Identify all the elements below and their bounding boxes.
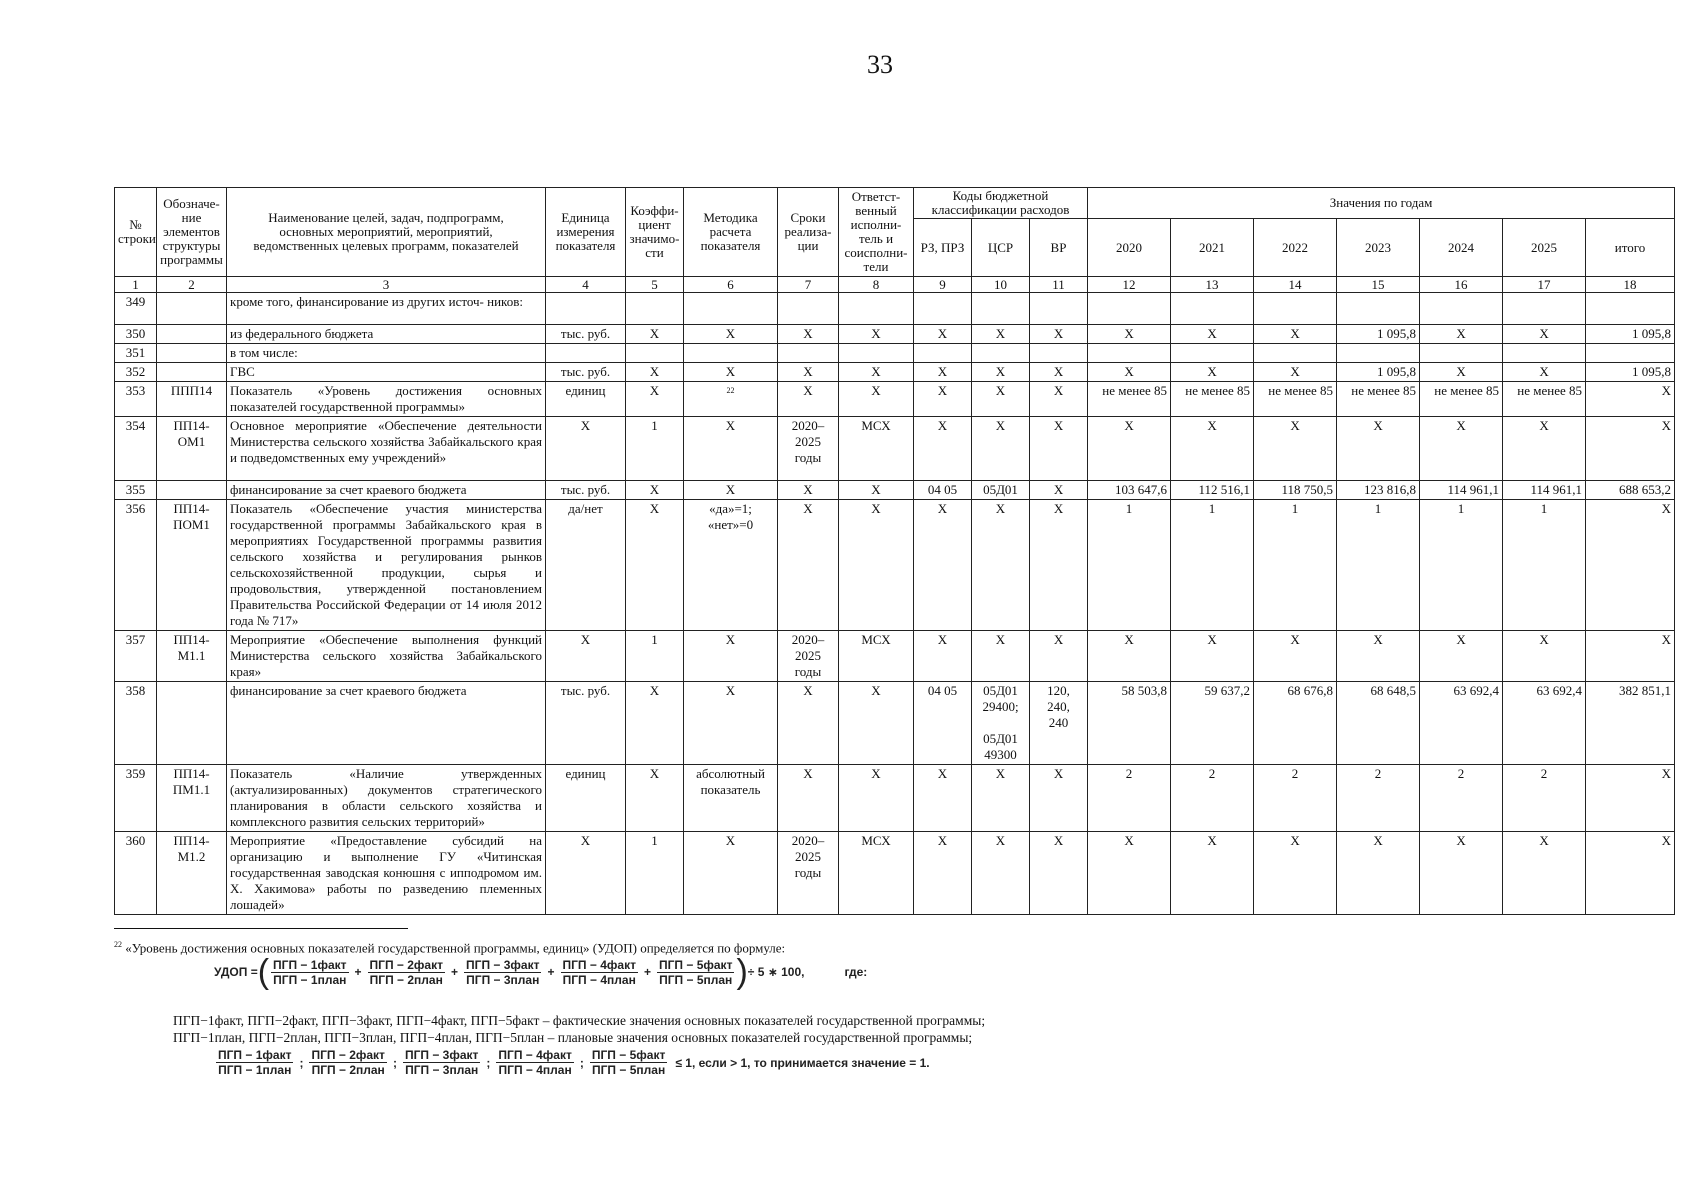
row-name: ГВС <box>227 363 546 382</box>
row-name: Показатель «Уровень достижения основных показателей государственной программы» <box>227 382 546 417</box>
row-number: 350 <box>115 325 157 344</box>
cell-value: Х <box>626 363 684 382</box>
cell-value: Х <box>1503 363 1586 382</box>
row-name: Мероприятие «Обеспечение выполнения функций Министерства сельского хозяйства Забайкальского края» <box>227 631 546 682</box>
cell-value: Х <box>1420 832 1503 915</box>
cell-value: Х <box>972 325 1030 344</box>
cell-value: 59 637,2 <box>1171 682 1254 765</box>
header-budget-codes: Коды бюджетной классификации расходов <box>914 188 1088 219</box>
cell-value: Х <box>684 682 778 765</box>
element-code: ПП14- М1.2 <box>157 832 227 915</box>
cell-value: Х <box>1420 417 1503 481</box>
row-name: из федерального бюджета <box>227 325 546 344</box>
footnote-notes <box>173 1012 985 1046</box>
column-number: 9 <box>914 277 972 293</box>
cell-value <box>1030 293 1088 325</box>
cell-value: 05Д01 29400; 05Д01 49300 <box>972 682 1030 765</box>
cell-value: Х <box>1254 832 1337 915</box>
table-row <box>115 344 1675 363</box>
cell-value <box>1088 293 1171 325</box>
cell-value: Х <box>972 417 1030 481</box>
row-number: 357 <box>115 631 157 682</box>
cell-value <box>972 344 1030 363</box>
cell-value: Х <box>839 682 914 765</box>
cell-value: 68 676,8 <box>1254 682 1337 765</box>
column-number-row <box>115 277 1675 293</box>
cell-value: Х <box>1503 832 1586 915</box>
cell-value: Х <box>914 382 972 417</box>
cell-value: не менее 85 <box>1171 382 1254 417</box>
cell-value: 114 961,1 <box>1420 481 1503 500</box>
table-row <box>115 765 1675 832</box>
cell-value: 04 05 <box>914 481 972 500</box>
cell-value: Х <box>1586 832 1675 915</box>
cell-value <box>626 293 684 325</box>
cell-value: 1 <box>1171 500 1254 631</box>
cell-value <box>626 344 684 363</box>
header-method: Методика расчета показателя <box>684 188 778 277</box>
cell-value: Х <box>1503 417 1586 481</box>
footnote-divider <box>114 928 408 929</box>
formula-fraction: $\frac{\text{ПГП − 2факт}}{\text{ПГП − 2план}}$ <box>369 957 443 987</box>
cell-value: 1 <box>1337 500 1420 631</box>
formula-fraction: $\frac{\text{ПГП − 4факт}}{\text{ПГП − 4план}}$ <box>498 1048 572 1077</box>
header-csr: ЦСР <box>972 219 1030 277</box>
cell-value: 2 <box>1337 765 1420 832</box>
cell-value: Х <box>626 765 684 832</box>
cell-value: Х <box>684 832 778 915</box>
column-number: 15 <box>1337 277 1420 293</box>
cell-value: Х <box>972 382 1030 417</box>
formula-fraction: $\frac{\text{ПГП − 3факт}}{\text{ПГП − 3план}}$ <box>466 957 540 987</box>
header-year-2025: 2025 <box>1503 219 1586 277</box>
cell-value: тыс. руб. <box>546 481 626 500</box>
column-number: 7 <box>778 277 839 293</box>
row-number: 356 <box>115 500 157 631</box>
cell-value <box>778 344 839 363</box>
cell-value <box>839 293 914 325</box>
table-row <box>115 417 1675 481</box>
header-year-2022: 2022 <box>1254 219 1337 277</box>
cell-value: не менее 85 <box>1088 382 1171 417</box>
cell-value: тыс. руб. <box>546 325 626 344</box>
footnote <box>114 940 1614 956</box>
cell-value: Х <box>684 481 778 500</box>
cell-value: Х <box>778 481 839 500</box>
table-row <box>115 325 1675 344</box>
cell-value <box>1586 293 1675 325</box>
header-total: итого <box>1586 219 1675 277</box>
cell-value: Х <box>778 500 839 631</box>
cell-value: Х <box>839 363 914 382</box>
cell-value: Х <box>626 481 684 500</box>
cell-value: Х <box>778 765 839 832</box>
table-row <box>115 682 1675 765</box>
column-number: 3 <box>227 277 546 293</box>
cell-value: 1 095,8 <box>1337 363 1420 382</box>
cell-value: Х <box>1030 363 1088 382</box>
cell-value <box>1337 344 1420 363</box>
table-row <box>115 382 1675 417</box>
cell-value: Х <box>546 631 626 682</box>
column-number: 13 <box>1171 277 1254 293</box>
cell-value: Х <box>914 325 972 344</box>
cell-value <box>1030 344 1088 363</box>
footnote-text: «Уровень достижения основных показателей государственной программы, единиц» (УДОП) определяется по формуле: <box>125 940 786 956</box>
column-number: 12 <box>1088 277 1171 293</box>
header-name: Наименование целей, задач, подпрограмм, основных мероприятий, мероприятий, ведомственных целевых программ, показателей <box>227 188 546 277</box>
row-name: кроме того, финансирование из других источ- ников: <box>227 293 546 325</box>
cell-value: Х <box>1030 832 1088 915</box>
cell-value: Х <box>1171 363 1254 382</box>
cell-value: Х <box>1030 500 1088 631</box>
column-number: 10 <box>972 277 1030 293</box>
cell-value: Х <box>1337 631 1420 682</box>
cell-value: 114 961,1 <box>1503 481 1586 500</box>
cell-value: Х <box>1503 631 1586 682</box>
cell-value: Х <box>972 631 1030 682</box>
cell-value: Х <box>1586 500 1675 631</box>
header-values-by-year: Значения по годам <box>1088 188 1675 219</box>
cell-value: Х <box>626 382 684 417</box>
cell-value: не менее 85 <box>1337 382 1420 417</box>
column-number: 14 <box>1254 277 1337 293</box>
cell-value: 382 851,1 <box>1586 682 1675 765</box>
cell-value <box>1503 344 1586 363</box>
cell-value: 63 692,4 <box>1503 682 1586 765</box>
cell-value <box>1171 344 1254 363</box>
element-code: ПП14- ПМ1.1 <box>157 765 227 832</box>
cell-value: Х <box>1254 363 1337 382</box>
cell-value: Х <box>1088 832 1171 915</box>
cell-value: Х <box>1171 417 1254 481</box>
cell-value: 118 750,5 <box>1254 481 1337 500</box>
cell-value: 2 <box>1088 765 1171 832</box>
cell-value: Х <box>972 832 1030 915</box>
cell-value: 2 <box>1503 765 1586 832</box>
cell-value: 1 095,8 <box>1337 325 1420 344</box>
cell-value: 1 <box>1503 500 1586 631</box>
cell-value: Х <box>684 631 778 682</box>
cell-value: Х <box>914 363 972 382</box>
row-number: 359 <box>115 765 157 832</box>
cell-value: Х <box>1171 832 1254 915</box>
formula-fraction: $\frac{\text{ПГП − 2факт}}{\text{ПГП − 2план}}$ <box>311 1048 385 1077</box>
cell-value: не менее 85 <box>1254 382 1337 417</box>
row-name: Показатель «Обеспечение участия министерства государственной программы Забайкальского края в мероприятиях Государственной программы развития сельского хозяйства и регулирования рынков сельскохозяйственной продукции, сырья и продовольствия, утвержденной постановлением Правительства Российской Федерации от 14 июля 2012 года № 717» <box>227 500 546 631</box>
cell-value <box>546 293 626 325</box>
cell-value: Х <box>1171 631 1254 682</box>
formula-fraction: $\frac{\text{ПГП − 1факт}}{\text{ПГП − 1план}}$ <box>273 957 347 987</box>
cell-value <box>1420 344 1503 363</box>
formula-fraction: $\frac{\text{ПГП − 3факт}}{\text{ПГП − 3план}}$ <box>404 1048 479 1077</box>
cell-value: не менее 85 <box>1503 382 1586 417</box>
cell-value: МСХ <box>839 832 914 915</box>
cell-value: Х <box>839 481 914 500</box>
cell-value: Х <box>1030 417 1088 481</box>
header-unit: Единица измерения показателя <box>546 188 626 277</box>
row-name: Показатель «Наличие утвержденных (актуализированных) документов стратегического планирования в области сельского хозяйства и комплексного развития сельских территорий» <box>227 765 546 832</box>
element-code <box>157 682 227 765</box>
cell-value: Х <box>546 832 626 915</box>
cell-value: Х <box>1088 631 1171 682</box>
cell-value: Х <box>1030 765 1088 832</box>
cell-value: Х <box>1254 417 1337 481</box>
cell-value: Х <box>914 832 972 915</box>
cell-value: МСХ <box>839 417 914 481</box>
cell-value <box>914 293 972 325</box>
cell-value: 2020– 2025 годы <box>778 832 839 915</box>
cell-value <box>1503 293 1586 325</box>
cell-value: 1 <box>626 631 684 682</box>
header-vr: ВР <box>1030 219 1088 277</box>
cell-value: 103 647,6 <box>1088 481 1171 500</box>
formula-where: где: <box>844 965 868 979</box>
cell-value: Х <box>914 765 972 832</box>
row-name: Мероприятие «Предоставление субсидий на организацию и выполнение ГУ «Читинская государственная заводская конюшня с ипподромом им. Х. Хакимова» работы по разведению племенных лошадей» <box>227 832 546 915</box>
header-year-2023: 2023 <box>1337 219 1420 277</box>
cell-value: Х <box>626 500 684 631</box>
formula-fraction: $\frac{\text{ПГП − 5факт}}{\text{ПГП − 5план}}$ <box>591 1048 666 1077</box>
cell-value: 58 503,8 <box>1088 682 1171 765</box>
cell-value <box>1171 293 1254 325</box>
cell-value: Х <box>778 382 839 417</box>
column-number: 8 <box>839 277 914 293</box>
cell-value: 1 095,8 <box>1586 325 1675 344</box>
column-number: 4 <box>546 277 626 293</box>
column-number: 11 <box>1030 277 1088 293</box>
element-code <box>157 325 227 344</box>
cell-value: тыс. руб. <box>546 682 626 765</box>
element-code: ПП14- М1.1 <box>157 631 227 682</box>
cell-value: абсолютный показатель <box>684 765 778 832</box>
cell-value: Х <box>839 325 914 344</box>
condition-tail: ≤ 1, если > 1, то принимается значение = 1. <box>675 1055 930 1070</box>
row-number: 354 <box>115 417 157 481</box>
cell-value: Х <box>972 765 1030 832</box>
cell-value: Х <box>1254 325 1337 344</box>
cell-value: да/нет <box>546 500 626 631</box>
note-plan: ПГП−1план, ПГП−2план, ПГП−3план, ПГП−4план, ПГП−5план – плановые значения основных показателей государственной программы; <box>173 1030 973 1045</box>
cell-value <box>914 344 972 363</box>
formula-fraction: $\frac{\text{ПГП − 5факт}}{\text{ПГП − 5план}}$ <box>658 957 733 987</box>
cell-value: Х <box>1337 417 1420 481</box>
cell-value <box>839 344 914 363</box>
cell-value: 120, 240, 240 <box>1030 682 1088 765</box>
cell-value: Х <box>839 500 914 631</box>
cell-value: 1 095,8 <box>1586 363 1675 382</box>
header-rz-prz: РЗ, ПРЗ <box>914 219 972 277</box>
cell-value: 63 692,4 <box>1420 682 1503 765</box>
header-coefficient: Коэффи- циент значимо- сти <box>626 188 684 277</box>
cell-value: Х <box>778 325 839 344</box>
cell-value: единиц <box>546 382 626 417</box>
row-number: 355 <box>115 481 157 500</box>
cell-value: 123 816,8 <box>1337 481 1420 500</box>
cell-value <box>778 293 839 325</box>
cell-value: Х <box>839 382 914 417</box>
table-row <box>115 832 1675 915</box>
cell-value <box>684 344 778 363</box>
row-number: 353 <box>115 382 157 417</box>
cell-value <box>1254 344 1337 363</box>
cell-value: Х <box>1088 363 1171 382</box>
cell-value: Х <box>778 682 839 765</box>
row-name: Основное мероприятие «Обеспечение деятельности Министерства сельского хозяйства Забайкальского края и подведомственных ему учреждений» <box>227 417 546 481</box>
cell-value: Х <box>914 417 972 481</box>
header-responsible: Ответст- венный исполни- тель и соисполни- тели <box>839 188 914 277</box>
row-name: финансирование за счет краевого бюджета <box>227 682 546 765</box>
cell-value: Х <box>778 363 839 382</box>
table-row <box>115 293 1675 325</box>
cell-value: 1 <box>626 832 684 915</box>
cell-value: Х <box>839 765 914 832</box>
element-code <box>157 481 227 500</box>
cell-value: Х <box>546 417 626 481</box>
column-number: 2 <box>157 277 227 293</box>
cell-value: 2 <box>1254 765 1337 832</box>
program-table <box>114 187 1675 915</box>
cell-value: 1 <box>1088 500 1171 631</box>
element-code <box>157 293 227 325</box>
udop-formula: УДОП = ( $\frac{\text{ПГП − 1факт}}{\text{ПГП − 1план}}$ + $\frac{\text{ПГП − 2факт}}{\text{ПГП − 2план}}$ + $\frac{\text{ПГП − 3факт}}{\text{ПГП − 3план}}$ + $\frac{\text{ПГП − 4факт}}{\text{ПГП − 4план}}$ + $\frac{\text{ПГП − 5факт}}{\text{ПГП − 5план}}$ ) ÷ 5 ∗ 100, где: <box>214 953 868 991</box>
cell-value: МСХ <box>839 631 914 682</box>
row-number: 351 <box>115 344 157 363</box>
cell-value: 112 516,1 <box>1171 481 1254 500</box>
cell-value: Х <box>1420 325 1503 344</box>
table-row <box>115 481 1675 500</box>
cell-value: Х <box>1254 631 1337 682</box>
row-number: 349 <box>115 293 157 325</box>
cell-value: Х <box>972 363 1030 382</box>
cell-value: 1 <box>1420 500 1503 631</box>
formula-label: УДОП = <box>214 965 258 979</box>
cell-value <box>546 344 626 363</box>
cell-value: Х <box>1030 631 1088 682</box>
cell-value: 2020– 2025 годы <box>778 631 839 682</box>
cell-value: единиц <box>546 765 626 832</box>
header-year-2021: 2021 <box>1171 219 1254 277</box>
cell-value: Х <box>1171 325 1254 344</box>
element-code: ППП14 <box>157 382 227 417</box>
cell-value <box>1420 293 1503 325</box>
header-year-2020: 2020 <box>1088 219 1171 277</box>
cell-value: тыс. руб. <box>546 363 626 382</box>
page-number: 33 <box>867 50 893 79</box>
cell-value: 1 <box>1254 500 1337 631</box>
cell-value: Х <box>684 363 778 382</box>
cell-value: «да»=1; «нет»=0 <box>684 500 778 631</box>
element-code: ПП14- ПОМ1 <box>157 500 227 631</box>
cell-value: Х <box>914 631 972 682</box>
cell-value: Х <box>684 417 778 481</box>
header-year-2024: 2024 <box>1420 219 1503 277</box>
column-number: 6 <box>684 277 778 293</box>
row-name: в том числе: <box>227 344 546 363</box>
row-name: финансирование за счет краевого бюджета <box>227 481 546 500</box>
column-number: 1 <box>115 277 157 293</box>
cell-value <box>1586 344 1675 363</box>
condition-formula: $\frac{\text{ПГП − 1факт}}{\text{ПГП − 1план}}$ ; $\frac{\text{ПГП − 2факт}}{\text{ПГП − 2план}}$ ; $\frac{\text{ПГП − 3факт}}{\text{ПГП − 3план}}$ ; $\frac{\text{ПГП − 4факт}}{\text{ПГП − 4план}}$ ; $\frac{\text{ПГП − 5факт}}{\text{ПГП − 5план}}$ ≤ 1, если > 1, то принимается значение = 1. <box>218 1048 930 1077</box>
header-row-number: № строки <box>115 188 157 277</box>
formula-fraction: $\frac{\text{ПГП − 1факт}}{\text{ПГП − 1план}}$ <box>218 1048 292 1077</box>
cell-value: 688 653,2 <box>1586 481 1675 500</box>
cell-value: Х <box>1503 325 1586 344</box>
cell-value: Х <box>1030 325 1088 344</box>
cell-value: Х <box>1030 481 1088 500</box>
cell-value: 22 <box>684 382 778 417</box>
cell-value <box>1254 293 1337 325</box>
cell-value: 04 05 <box>914 682 972 765</box>
cell-value: Х <box>972 500 1030 631</box>
cell-value: Х <box>1088 417 1171 481</box>
cell-value: Х <box>1337 832 1420 915</box>
cell-value: не менее 85 <box>1420 382 1503 417</box>
note-fact: ПГП−1факт, ПГП−2факт, ПГП−3факт, ПГП−4факт, ПГП−5факт – фактические значения основных показателей государственной программы; <box>173 1013 986 1028</box>
element-code <box>157 363 227 382</box>
cell-value: Х <box>684 325 778 344</box>
table-row <box>115 363 1675 382</box>
cell-value: 68 648,5 <box>1337 682 1420 765</box>
row-number: 360 <box>115 832 157 915</box>
formula-tail: ÷ 5 ∗ 100, <box>747 965 805 979</box>
header-terms: Сроки реализа- ции <box>778 188 839 277</box>
cell-value: 1 <box>626 417 684 481</box>
cell-value: 2 <box>1420 765 1503 832</box>
cell-value: Х <box>1420 363 1503 382</box>
cell-value: Х <box>914 500 972 631</box>
cell-value: Х <box>626 682 684 765</box>
cell-value: Х <box>1030 382 1088 417</box>
cell-value: 2020– 2025 годы <box>778 417 839 481</box>
cell-value: Х <box>1586 382 1675 417</box>
cell-value: Х <box>626 325 684 344</box>
table-row <box>115 500 1675 631</box>
cell-value <box>684 293 778 325</box>
cell-value <box>1337 293 1420 325</box>
column-number: 17 <box>1503 277 1586 293</box>
cell-value: Х <box>1586 765 1675 832</box>
formula-fraction: $\frac{\text{ПГП − 4факт}}{\text{ПГП − 4план}}$ <box>562 957 636 987</box>
element-code: ПП14- ОМ1 <box>157 417 227 481</box>
header-designation: Обозначе- ние элементов структуры программы <box>157 188 227 277</box>
cell-value: 05Д01 <box>972 481 1030 500</box>
row-number: 352 <box>115 363 157 382</box>
cell-value <box>972 293 1030 325</box>
cell-value: Х <box>1586 417 1675 481</box>
column-number: 16 <box>1420 277 1503 293</box>
element-code <box>157 344 227 363</box>
cell-value: Х <box>1420 631 1503 682</box>
cell-value: Х <box>1088 325 1171 344</box>
footnote-mark: 22 <box>114 940 122 949</box>
row-number: 358 <box>115 682 157 765</box>
column-number: 18 <box>1586 277 1675 293</box>
cell-value <box>1088 344 1171 363</box>
cell-value: Х <box>1586 631 1675 682</box>
cell-value: 2 <box>1171 765 1254 832</box>
table-row <box>115 631 1675 682</box>
column-number: 5 <box>626 277 684 293</box>
